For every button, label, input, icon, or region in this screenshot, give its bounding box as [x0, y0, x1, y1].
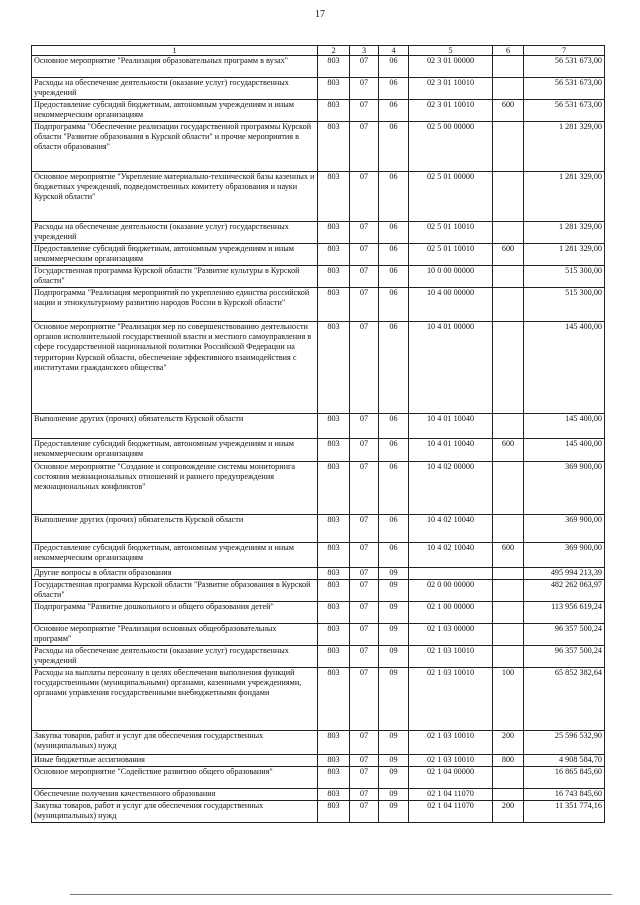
cell-amount: 369 900,00: [524, 462, 605, 515]
cell-name: Расходы на выплаты персоналу в целях обеспечения выполнения функций государственными (муниципальными) органами, казенными учреждениями, органами управления государственными внебюджетными фондами: [32, 668, 318, 731]
cell-target-article: 02 3 01 10010: [409, 78, 493, 100]
table-row: [32, 668, 605, 731]
cell-admin-code: 803: [318, 462, 350, 515]
cell-expense-type: [493, 222, 524, 244]
cell-target-article: 02 1 03 10010: [409, 755, 493, 767]
table-row: [32, 222, 605, 244]
cell-admin-code: 803: [318, 78, 350, 100]
cell-target-article: 02 1 00 00000: [409, 602, 493, 624]
cell-section-code: 07: [350, 439, 379, 462]
cell-section-code: 07: [350, 731, 379, 755]
cell-amount: 515 300,00: [524, 288, 605, 322]
cell-expense-type: [493, 414, 524, 439]
cell-admin-code: 803: [318, 322, 350, 414]
table-row: [32, 602, 605, 624]
cell-amount: 369 900,00: [524, 543, 605, 568]
cell-section-code: 07: [350, 78, 379, 100]
cell-expense-type: [493, 322, 524, 414]
cell-section-code: 07: [350, 515, 379, 543]
cell-name: Предоставление субсидий бюджетным, автономным учреждениям и иным некоммерческим организациям: [32, 439, 318, 462]
cell-name: Подпрограмма "Развитие дошкольного и общего образования детей": [32, 602, 318, 624]
cell-name: Расходы на обеспечение деятельности (оказание услуг) государственных учреждений: [32, 222, 318, 244]
cell-subsection-code: 06: [379, 172, 409, 222]
cell-name: Другие вопросы в области образования: [32, 568, 318, 580]
cell-name: Расходы на обеспечение деятельности (оказание услуг) государственных учреждений: [32, 78, 318, 100]
table-row: [32, 414, 605, 439]
cell-name: Предоставление субсидий бюджетным, автономным учреждениям и иным некоммерческим организациям: [32, 244, 318, 266]
table-row: [32, 515, 605, 543]
cell-expense-type: 200: [493, 801, 524, 823]
cell-amount: 145 400,00: [524, 414, 605, 439]
cell-subsection-code: 09: [379, 755, 409, 767]
table-row: [32, 646, 605, 668]
cell-admin-code: 803: [318, 602, 350, 624]
cell-name: Основное мероприятие "Реализация мер по совершенствованию деятельности органов исполнительной государственной власти и местного самоуправления в сфере государственной национальной политики Российской Федерации на территории Курской области, обеспечение эффективного взаимодействия с институтами гражданского общества": [32, 322, 318, 414]
cell-section-code: 07: [350, 288, 379, 322]
cell-target-article: 02 0 00 00000: [409, 580, 493, 602]
table-row: [32, 322, 605, 414]
cell-amount: 515 300,00: [524, 266, 605, 288]
cell-admin-code: 803: [318, 767, 350, 789]
cell-section-code: 07: [350, 543, 379, 568]
table-row: [32, 767, 605, 789]
cell-amount: 4 908 584,70: [524, 755, 605, 767]
column-header: 2: [318, 46, 350, 56]
cell-section-code: 07: [350, 100, 379, 122]
cell-subsection-code: 09: [379, 767, 409, 789]
cell-section-code: 07: [350, 266, 379, 288]
cell-expense-type: [493, 515, 524, 543]
cell-subsection-code: 06: [379, 266, 409, 288]
cell-subsection-code: 06: [379, 56, 409, 78]
cell-section-code: 07: [350, 122, 379, 172]
table-row: [32, 624, 605, 646]
cell-expense-type: [493, 624, 524, 646]
cell-section-code: 07: [350, 222, 379, 244]
cell-target-article: 02 1 03 10010: [409, 668, 493, 731]
cell-subsection-code: 09: [379, 731, 409, 755]
cell-name: Основное мероприятие "Реализация основных общеобразовательных программ": [32, 624, 318, 646]
cell-expense-type: [493, 789, 524, 801]
cell-admin-code: 803: [318, 801, 350, 823]
cell-expense-type: [493, 78, 524, 100]
cell-admin-code: 803: [318, 266, 350, 288]
cell-name: Иные бюджетные ассигнования: [32, 755, 318, 767]
cell-amount: 369 900,00: [524, 515, 605, 543]
cell-subsection-code: 09: [379, 568, 409, 580]
cell-name: Расходы на обеспечение деятельности (оказание услуг) государственных учреждений: [32, 646, 318, 668]
cell-subsection-code: 06: [379, 439, 409, 462]
column-header: 3: [350, 46, 379, 56]
cell-subsection-code: 06: [379, 288, 409, 322]
cell-expense-type: [493, 122, 524, 172]
cell-target-article: 02 1 03 10010: [409, 646, 493, 668]
cell-target-article: 02 3 01 00000: [409, 56, 493, 78]
table-row: [32, 266, 605, 288]
cell-amount: 482 262 063,97: [524, 580, 605, 602]
table-row: [32, 288, 605, 322]
cell-subsection-code: 06: [379, 244, 409, 266]
table-row: [32, 462, 605, 515]
cell-section-code: 07: [350, 624, 379, 646]
cell-target-article: 02 1 03 10010: [409, 731, 493, 755]
cell-expense-type: 600: [493, 543, 524, 568]
column-header: 4: [379, 46, 409, 56]
cell-section-code: 07: [350, 755, 379, 767]
cell-target-article: 10 4 02 10040: [409, 543, 493, 568]
cell-name: Основное мероприятие "Укрепление материально-технической базы казенных и бюджетных учреждений, подведомственных комитету образования и науки Курской области": [32, 172, 318, 222]
cell-amount: 495 994 213,39: [524, 568, 605, 580]
cell-admin-code: 803: [318, 288, 350, 322]
cell-section-code: 07: [350, 322, 379, 414]
cell-name: Основное мероприятие "Реализация образовательных программ в вузах": [32, 56, 318, 78]
cell-section-code: 07: [350, 767, 379, 789]
page-number: 17: [315, 9, 325, 20]
cell-target-article: 02 1 04 11070: [409, 789, 493, 801]
cell-admin-code: 803: [318, 731, 350, 755]
cell-section-code: 07: [350, 172, 379, 222]
cell-subsection-code: 06: [379, 100, 409, 122]
cell-amount: 1 281 329,00: [524, 122, 605, 172]
cell-amount: 25 596 532,90: [524, 731, 605, 755]
cell-expense-type: 600: [493, 244, 524, 266]
cell-name: Закупка товаров, работ и услуг для обеспечения государственных (муниципальных) нужд: [32, 801, 318, 823]
cell-name: Подпрограмма "Реализация мероприятий по укреплению единства российской нации и этнокультурному развитию народов России в Курской области": [32, 288, 318, 322]
cell-target-article: 10 4 00 00000: [409, 288, 493, 322]
cell-name: Предоставление субсидий бюджетным, автономным учреждениям и иным некоммерческим организациям: [32, 100, 318, 122]
cell-expense-type: [493, 767, 524, 789]
cell-expense-type: [493, 56, 524, 78]
cell-amount: 96 357 500,24: [524, 624, 605, 646]
cell-amount: 96 357 500,24: [524, 646, 605, 668]
cell-amount: 1 281 329,00: [524, 222, 605, 244]
cell-section-code: 07: [350, 668, 379, 731]
cell-section-code: 07: [350, 568, 379, 580]
cell-admin-code: 803: [318, 122, 350, 172]
cell-admin-code: 803: [318, 222, 350, 244]
header-row: [32, 46, 605, 56]
cell-admin-code: 803: [318, 56, 350, 78]
cell-target-article: 02 5 01 10010: [409, 244, 493, 266]
table-row: [32, 244, 605, 266]
cell-amount: 56 531 673,00: [524, 56, 605, 78]
cell-name: Обеспечение получения качественного образования: [32, 789, 318, 801]
cell-expense-type: [493, 568, 524, 580]
cell-expense-type: [493, 602, 524, 624]
cell-section-code: 07: [350, 801, 379, 823]
cell-name: Выполнение других (прочих) обязательств Курской области: [32, 515, 318, 543]
cell-admin-code: 803: [318, 100, 350, 122]
cell-subsection-code: 06: [379, 414, 409, 439]
cell-name: Государственная программа Курской области "Развитие образования в Курской области": [32, 580, 318, 602]
cell-subsection-code: 09: [379, 789, 409, 801]
cell-admin-code: 803: [318, 755, 350, 767]
column-header: 7: [524, 46, 605, 56]
cell-expense-type: 600: [493, 439, 524, 462]
cell-admin-code: 803: [318, 789, 350, 801]
cell-expense-type: 600: [493, 100, 524, 122]
cell-amount: 65 852 382,64: [524, 668, 605, 731]
cell-section-code: 07: [350, 462, 379, 515]
cell-expense-type: [493, 462, 524, 515]
table-row: [32, 755, 605, 767]
cell-target-article: 02 1 03 00000: [409, 624, 493, 646]
cell-admin-code: 803: [318, 414, 350, 439]
table-row: [32, 172, 605, 222]
cell-admin-code: 803: [318, 568, 350, 580]
cell-target-article: 10 0 00 00000: [409, 266, 493, 288]
cell-admin-code: 803: [318, 646, 350, 668]
cell-target-article: 02 3 01 10010: [409, 100, 493, 122]
cell-amount: 113 956 619,24: [524, 602, 605, 624]
column-header: 5: [409, 46, 493, 56]
cell-section-code: 07: [350, 244, 379, 266]
cell-expense-type: 100: [493, 668, 524, 731]
cell-admin-code: 803: [318, 543, 350, 568]
cell-target-article: 10 4 01 00000: [409, 322, 493, 414]
cell-expense-type: 800: [493, 755, 524, 767]
cell-admin-code: 803: [318, 244, 350, 266]
cell-amount: 56 531 673,00: [524, 78, 605, 100]
bottom-rule: [70, 894, 612, 895]
cell-amount: 56 531 673,00: [524, 100, 605, 122]
budget-table: [31, 45, 605, 823]
cell-section-code: 07: [350, 602, 379, 624]
cell-name: Основное мероприятие "Содействие развитию общего образования": [32, 767, 318, 789]
cell-admin-code: 803: [318, 515, 350, 543]
cell-subsection-code: 06: [379, 222, 409, 244]
cell-section-code: 07: [350, 789, 379, 801]
cell-subsection-code: 06: [379, 322, 409, 414]
cell-target-article: 10 4 01 10040: [409, 439, 493, 462]
table-row: [32, 801, 605, 823]
table-row: [32, 568, 605, 580]
table-row: [32, 439, 605, 462]
cell-expense-type: [493, 646, 524, 668]
cell-amount: 145 400,00: [524, 439, 605, 462]
cell-subsection-code: 06: [379, 462, 409, 515]
cell-expense-type: [493, 266, 524, 288]
table-row: [32, 731, 605, 755]
cell-admin-code: 803: [318, 668, 350, 731]
cell-subsection-code: 06: [379, 543, 409, 568]
cell-target-article: 02 1 04 11070: [409, 801, 493, 823]
cell-target-article: [409, 568, 493, 580]
cell-target-article: 02 5 01 10010: [409, 222, 493, 244]
cell-subsection-code: 09: [379, 668, 409, 731]
cell-section-code: 07: [350, 56, 379, 78]
cell-admin-code: 803: [318, 439, 350, 462]
cell-target-article: 10 4 02 10040: [409, 515, 493, 543]
cell-name: Выполнение других (прочих) обязательств Курской области: [32, 414, 318, 439]
cell-amount: 11 351 774,16: [524, 801, 605, 823]
table-row: [32, 122, 605, 172]
table-row: [32, 78, 605, 100]
cell-section-code: 07: [350, 580, 379, 602]
cell-amount: 145 400,00: [524, 322, 605, 414]
cell-amount: 1 281 329,00: [524, 244, 605, 266]
cell-target-article: 02 1 04 00000: [409, 767, 493, 789]
table-row: [32, 789, 605, 801]
table-row: [32, 543, 605, 568]
cell-section-code: 07: [350, 646, 379, 668]
cell-name: Предоставление субсидий бюджетным, автономным учреждениям и иным некоммерческим организациям: [32, 543, 318, 568]
cell-name: Закупка товаров, работ и услуг для обеспечения государственных (муниципальных) нужд: [32, 731, 318, 755]
cell-target-article: 02 5 00 00000: [409, 122, 493, 172]
cell-expense-type: 200: [493, 731, 524, 755]
cell-subsection-code: 09: [379, 801, 409, 823]
cell-subsection-code: 06: [379, 122, 409, 172]
cell-admin-code: 803: [318, 172, 350, 222]
cell-amount: 1 281 329,00: [524, 172, 605, 222]
cell-name: Подпрограмма "Обеспечение реализации государственной программы Курской области "Развитие образования в Курской области" и прочие мероприятия в области образования": [32, 122, 318, 172]
cell-amount: 16 865 845,60: [524, 767, 605, 789]
cell-name: Государственная программа Курской области "Развитие культуры в Курской области": [32, 266, 318, 288]
cell-subsection-code: 06: [379, 78, 409, 100]
column-header: 6: [493, 46, 524, 56]
cell-target-article: 10 4 02 00000: [409, 462, 493, 515]
cell-target-article: 02 5 01 00000: [409, 172, 493, 222]
cell-expense-type: [493, 288, 524, 322]
column-header: 1: [32, 46, 318, 56]
table-row: [32, 100, 605, 122]
cell-subsection-code: 09: [379, 580, 409, 602]
cell-section-code: 07: [350, 414, 379, 439]
cell-target-article: 10 4 01 10040: [409, 414, 493, 439]
cell-amount: 16 743 845,60: [524, 789, 605, 801]
table-row: [32, 56, 605, 78]
cell-expense-type: [493, 580, 524, 602]
cell-admin-code: 803: [318, 580, 350, 602]
cell-expense-type: [493, 172, 524, 222]
table-row: [32, 580, 605, 602]
cell-admin-code: 803: [318, 624, 350, 646]
cell-subsection-code: 09: [379, 646, 409, 668]
cell-name: Основное мероприятие "Создание и сопровождение системы мониторинга состояния межнациональных отношений и раннего предупреждения межнациональных конфликтов": [32, 462, 318, 515]
cell-subsection-code: 09: [379, 602, 409, 624]
cell-subsection-code: 06: [379, 515, 409, 543]
cell-subsection-code: 09: [379, 624, 409, 646]
